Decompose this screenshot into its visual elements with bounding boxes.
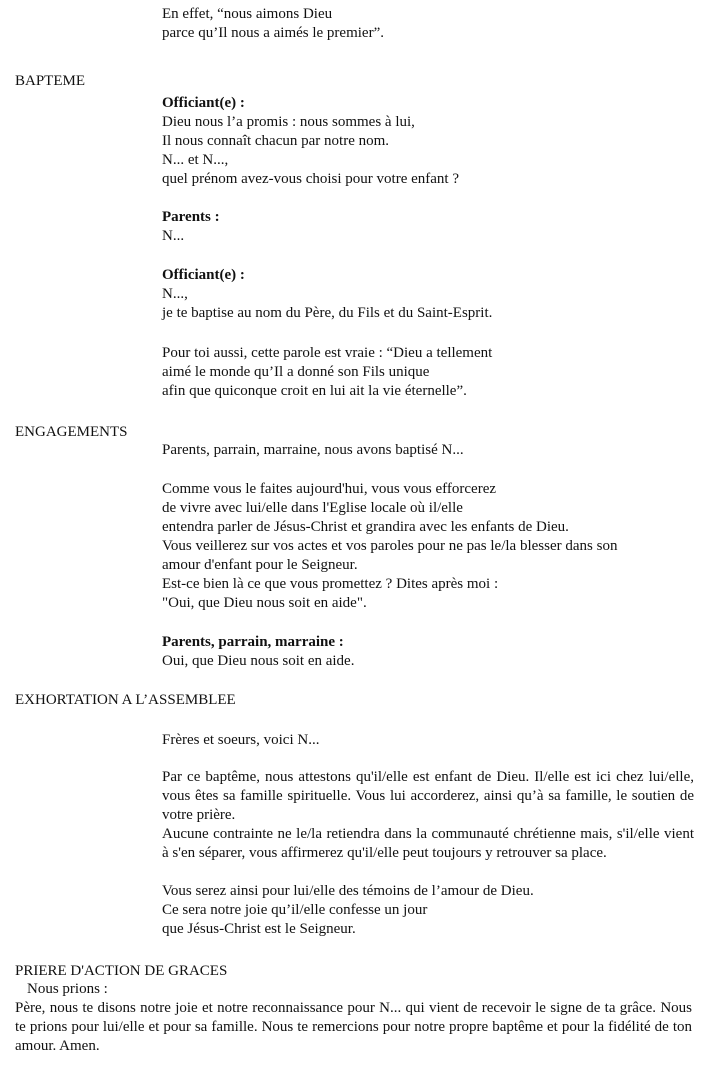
exhortation-lines bbox=[162, 882, 692, 939]
parole-block bbox=[162, 344, 692, 401]
text-line: Il nous connaît chacun par notre nom. bbox=[162, 133, 390, 149]
text-line: Est-ce bien là ce que vous promettez ? Dites après moi : bbox=[162, 576, 499, 592]
speaker-label: Parents, parrain, marraine : bbox=[162, 634, 344, 650]
priere-intro bbox=[27, 980, 687, 999]
text-line: Comme vous le faites aujourd'hui, vous vous efforcerez bbox=[162, 481, 497, 497]
text-line: amour d'enfant pour le Seigneur. bbox=[162, 557, 358, 573]
text-line: N... bbox=[162, 228, 185, 244]
exhortation-greeting bbox=[162, 731, 692, 750]
text-line: aimé le monde qu’Il a donné son Fils unique bbox=[162, 364, 430, 380]
intro-line: parce qu’Il nous a aimés le premier”. bbox=[162, 25, 384, 41]
text-line: quel prénom avez-vous choisi pour votre enfant ? bbox=[162, 171, 459, 187]
text-line: N..., bbox=[162, 286, 188, 302]
text-line: que Jésus-Christ est le Seigneur. bbox=[162, 921, 356, 937]
text-line: de vivre avec lui/elle dans l'Eglise locale où il/elle bbox=[162, 500, 463, 516]
text-line: Oui, que Dieu nous soit en aide. bbox=[162, 653, 355, 669]
section-heading-exhortation: EXHORTATION A L’ASSEMBLEE bbox=[15, 692, 236, 708]
text-line: Parents, parrain, marraine, nous avons baptisé N... bbox=[162, 442, 464, 458]
exhortation-paragraph-1: Par ce baptême, nous attestons qu'il/elle est enfant de Dieu. Il/elle est ici chez lui/elle, vous êtes sa famille spirituelle. Vous lui accorderez, ainsi qu’à sa famille, le soutien de votre prière. bbox=[162, 769, 694, 823]
text-line: Vous veillerez sur vos actes et vos paroles pour ne pas le/la blesser dans son bbox=[162, 538, 618, 554]
text-line: "Oui, que Dieu nous soit en aide". bbox=[162, 595, 367, 611]
priere-text: Père, nous te disons notre joie et notre reconnaissance pour N... qui vient de recevoir le signe de ta grâce. Nous te prions pour lui/elle et pour sa famille. Nous te remercions pour notre propre baptême et pour la fidélité de ton amour. Amen. bbox=[15, 1000, 692, 1054]
text-line: N... et N..., bbox=[162, 152, 229, 168]
text-line: Dieu nous l’a promis : nous sommes à lui, bbox=[162, 114, 415, 130]
parents-block bbox=[162, 208, 692, 246]
officiant-block-2 bbox=[162, 266, 692, 323]
intro-line: En effet, “nous aimons Dieu bbox=[162, 6, 333, 22]
engagements-response bbox=[162, 633, 692, 671]
section-heading-engagements: ENGAGEMENTS bbox=[15, 424, 128, 440]
text-line: entendra parler de Jésus-Christ et grandira avec les enfants de Dieu. bbox=[162, 519, 569, 535]
section-heading-bapteme: BAPTEME bbox=[15, 73, 86, 89]
speaker-label: Officiant(e) : bbox=[162, 267, 245, 283]
text-line: Vous serez ainsi pour lui/elle des témoins de l’amour de Dieu. bbox=[162, 883, 534, 899]
engagements-intro bbox=[162, 441, 692, 460]
text-line: Frères et soeurs, voici N... bbox=[162, 732, 320, 748]
intro-block bbox=[162, 5, 692, 43]
text-line: Nous prions : bbox=[27, 981, 108, 997]
exhortation-paragraph-2: Aucune contrainte ne le/la retiendra dans la communauté chrétienne mais, s'il/elle vient à s'en séparer, vous affirmerez qu'il/elle peut toujours y retrouver sa place. bbox=[162, 826, 694, 861]
engagements-body bbox=[162, 480, 692, 613]
text-line: je te baptise au nom du Père, du Fils et du Saint-Esprit. bbox=[162, 305, 493, 321]
officiant-block-1 bbox=[162, 94, 692, 189]
speaker-label: Parents : bbox=[162, 209, 220, 225]
text-line: afin que quiconque croit en lui ait la vie éternelle”. bbox=[162, 383, 467, 399]
speaker-label: Officiant(e) : bbox=[162, 95, 245, 111]
text-line: Pour toi aussi, cette parole est vraie : “Dieu a tellement bbox=[162, 345, 493, 361]
section-heading-priere: PRIERE D'ACTION DE GRACES bbox=[15, 963, 228, 979]
text-line: Ce sera notre joie qu’il/elle confesse un jour bbox=[162, 902, 428, 918]
